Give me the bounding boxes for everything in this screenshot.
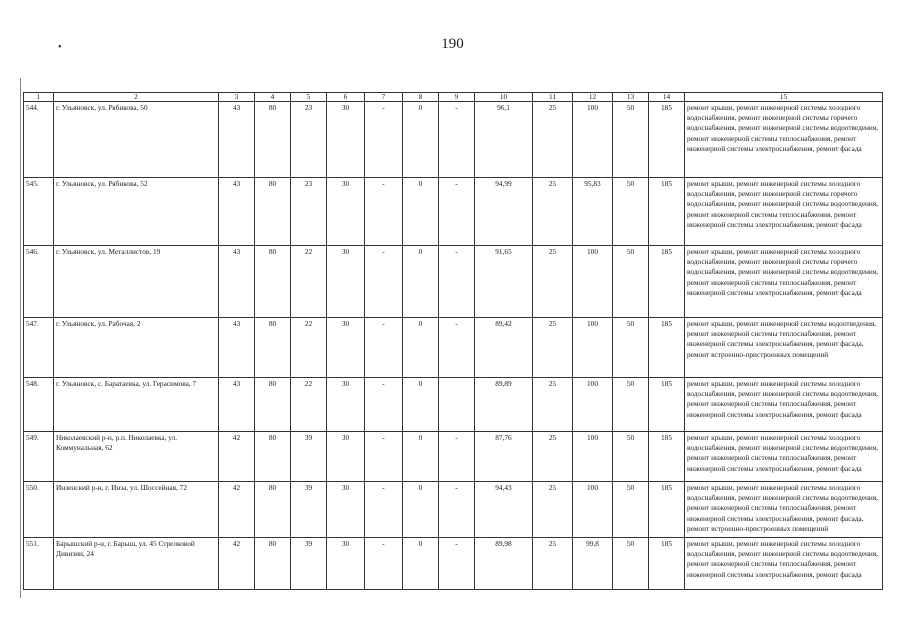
- value-cell-c8: 0: [403, 102, 439, 178]
- value-cell-c14: 185: [649, 246, 685, 318]
- value-cell-c8: 0: [403, 482, 439, 538]
- table-row: [24, 318, 883, 378]
- value-cell-c10: 89,98: [475, 538, 533, 590]
- column-number-header: 1: [24, 93, 54, 102]
- repair-register-table: [23, 92, 883, 590]
- address-cell: г. Ульяновск, ул. Рабочая, 2: [54, 318, 219, 378]
- value-cell-c3: 43: [219, 178, 255, 246]
- value-cell-c6: 30: [327, 246, 365, 318]
- value-cell-c6: 30: [327, 538, 365, 590]
- column-number-row: [24, 93, 883, 102]
- value-cell-c12: 100: [573, 482, 613, 538]
- value-cell-c11: 25: [533, 246, 573, 318]
- value-cell-c9: -: [439, 102, 475, 178]
- value-cell-c13: 50: [613, 482, 649, 538]
- table-row: [24, 432, 883, 482]
- value-cell-c14: 185: [649, 432, 685, 482]
- value-cell-c11: 25: [533, 482, 573, 538]
- value-cell-c14: 185: [649, 482, 685, 538]
- value-cell-c5: 39: [291, 432, 327, 482]
- value-cell-c10: 94,43: [475, 482, 533, 538]
- value-cell-c4: 80: [255, 178, 291, 246]
- value-cell-c13: 50: [613, 102, 649, 178]
- value-cell-c7: -: [365, 318, 403, 378]
- value-cell-c7: -: [365, 178, 403, 246]
- value-cell-c9: [439, 378, 475, 432]
- value-cell-c5: 23: [291, 102, 327, 178]
- value-cell-c4: 80: [255, 432, 291, 482]
- value-cell-c7: -: [365, 102, 403, 178]
- value-cell-c9: -: [439, 538, 475, 590]
- value-cell-c8: 0: [403, 432, 439, 482]
- value-cell-c14: 185: [649, 538, 685, 590]
- column-number-header: 10: [475, 93, 533, 102]
- column-number-header: 7: [365, 93, 403, 102]
- value-cell-c13: 50: [613, 178, 649, 246]
- value-cell-c3: 43: [219, 246, 255, 318]
- value-cell-c10: 87,76: [475, 432, 533, 482]
- value-cell-c13: 50: [613, 246, 649, 318]
- value-cell-c7: -: [365, 246, 403, 318]
- value-cell-c10: 94,99: [475, 178, 533, 246]
- value-cell-c13: 50: [613, 318, 649, 378]
- value-cell-c3: 42: [219, 432, 255, 482]
- value-cell-c10: 91,65: [475, 246, 533, 318]
- column-number-header: 6: [327, 93, 365, 102]
- value-cell-c14: 185: [649, 378, 685, 432]
- value-cell-c6: 30: [327, 482, 365, 538]
- row-number-cell: 551.: [24, 538, 54, 590]
- value-cell-c12: 100: [573, 246, 613, 318]
- value-cell-c4: 80: [255, 246, 291, 318]
- address-cell: Инзенский р-н, г. Инза, ул. Шоссейная, 72: [54, 482, 219, 538]
- row-number-cell: 547.: [24, 318, 54, 378]
- value-cell-c4: 80: [255, 318, 291, 378]
- value-cell-c6: 30: [327, 318, 365, 378]
- value-cell-c13: 50: [613, 378, 649, 432]
- column-number-header: 5: [291, 93, 327, 102]
- value-cell-c11: 25: [533, 538, 573, 590]
- value-cell-c10: 89,89: [475, 378, 533, 432]
- value-cell-c14: 185: [649, 102, 685, 178]
- column-number-header: 9: [439, 93, 475, 102]
- column-number-header: 15: [685, 93, 883, 102]
- value-cell-c4: 80: [255, 378, 291, 432]
- value-cell-c6: 30: [327, 102, 365, 178]
- value-cell-c12: 95,83: [573, 178, 613, 246]
- table-row: [24, 378, 883, 432]
- repair-works-cell: ремонт крыши, ремонт инженерной системы холодного водоснабжения, ремонт инженерной системы водоотведения, ремонт инженерной системы теплоснабжения, ремонт инженерной системы электроснабжения, ремонт фасада: [685, 378, 883, 432]
- value-cell-c9: -: [439, 246, 475, 318]
- value-cell-c11: 25: [533, 178, 573, 246]
- repair-works-cell: ремонт крыши, ремонт инженерной системы холодного водоснабжения, ремонт инженерной системы горячего водоснабжения, ремонт инженерной системы водоотведения, ремонт инженерной системы теплоснабжения, ремонт инженерной системы электроснабжения, ремонт фасада: [685, 178, 883, 246]
- value-cell-c7: -: [365, 378, 403, 432]
- value-cell-c11: 25: [533, 102, 573, 178]
- value-cell-c5: 22: [291, 246, 327, 318]
- address-cell: г. Ульяновск, ул. Рябикова, 50: [54, 102, 219, 178]
- value-cell-c13: 50: [613, 432, 649, 482]
- value-cell-c3: 42: [219, 482, 255, 538]
- value-cell-c11: 25: [533, 378, 573, 432]
- value-cell-c8: 0: [403, 378, 439, 432]
- value-cell-c11: 25: [533, 432, 573, 482]
- column-number-header: 14: [649, 93, 685, 102]
- address-cell: Николаевский р-н, р.п. Николаевка, ул. Коммунальная, 62: [54, 432, 219, 482]
- row-number-cell: 544.: [24, 102, 54, 178]
- value-cell-c12: 100: [573, 432, 613, 482]
- value-cell-c6: 30: [327, 178, 365, 246]
- column-number-header: 4: [255, 93, 291, 102]
- value-cell-c6: 30: [327, 378, 365, 432]
- value-cell-c14: 185: [649, 318, 685, 378]
- value-cell-c12: 100: [573, 318, 613, 378]
- value-cell-c3: 43: [219, 378, 255, 432]
- value-cell-c8: 0: [403, 538, 439, 590]
- table-row: [24, 102, 883, 178]
- repair-works-cell: ремонт крыши, ремонт инженерной системы холодного водоснабжения, ремонт инженерной системы горячего водоснабжения, ремонт инженерной системы водоотведения, ремонт инженерной системы теплоснабжения, ремонт инженерной системы электроснабжения, ремонт фасада: [685, 246, 883, 318]
- value-cell-c12: 100: [573, 378, 613, 432]
- value-cell-c14: 185: [649, 178, 685, 246]
- repair-works-cell: ремонт крыши, ремонт инженерной системы холодного водоснабжения, ремонт инженерной системы горячего водоснабжения, ремонт инженерной системы водоотведения, ремонт инженерной системы теплоснабжения, ремонт инженерной системы электроснабжения, ремонт фасада: [685, 102, 883, 178]
- address-cell: г. Ульяновск, ул. Рябикова, 52: [54, 178, 219, 246]
- value-cell-c4: 80: [255, 538, 291, 590]
- repair-works-cell: ремонт крыши, ремонт инженерной системы холодного водоснабжения, ремонт инженерной системы водоотведения, ремонт инженерной системы теплоснабжения, ремонт инженерной системы электроснабжения, ремонт фасада, ремонт встроенно-пристроенных помещений: [685, 482, 883, 538]
- value-cell-c5: 39: [291, 538, 327, 590]
- left-margin-line: [20, 78, 21, 598]
- row-number-cell: 549.: [24, 432, 54, 482]
- address-cell: г. Ульяновск, с. Баратаевка, ул. Герасимова, 7: [54, 378, 219, 432]
- column-number-header: 3: [219, 93, 255, 102]
- repair-works-cell: ремонт крыши, ремонт инженерной системы холодного водоснабжения, ремонт инженерной системы водоотведения, ремонт инженерной системы теплоснабжения, ремонт инженерной системы электроснабжения, ремонт фасада: [685, 538, 883, 590]
- value-cell-c9: -: [439, 482, 475, 538]
- value-cell-c10: 96,1: [475, 102, 533, 178]
- value-cell-c4: 80: [255, 482, 291, 538]
- repair-works-cell: ремонт крыши, ремонт инженерной системы холодного водоснабжения, ремонт инженерной системы водоотведения, ремонт инженерной системы теплоснабжения, ремонт инженерной системы электроснабжения, ремонт фасада: [685, 432, 883, 482]
- margin-mark: •: [58, 42, 62, 53]
- value-cell-c8: 0: [403, 178, 439, 246]
- value-cell-c4: 80: [255, 102, 291, 178]
- column-number-header: 8: [403, 93, 439, 102]
- repair-works-cell: ремонт крыши, ремонт инженерной системы водоотведения, ремонт инженерной системы теплоснабжения, ремонт инженерной системы электроснабжения, ремонт фасада, ремонт встроенно-пристроенных помещений: [685, 318, 883, 378]
- value-cell-c3: 42: [219, 538, 255, 590]
- value-cell-c9: -: [439, 318, 475, 378]
- address-cell: г. Ульяновск, ул. Металлистов, 19: [54, 246, 219, 318]
- column-number-header: 12: [573, 93, 613, 102]
- value-cell-c8: 0: [403, 246, 439, 318]
- value-cell-c5: 39: [291, 482, 327, 538]
- value-cell-c9: -: [439, 178, 475, 246]
- page-number: 190: [441, 36, 464, 52]
- column-number-header: 13: [613, 93, 649, 102]
- value-cell-c13: 50: [613, 538, 649, 590]
- value-cell-c7: -: [365, 482, 403, 538]
- table-row: [24, 482, 883, 538]
- value-cell-c11: 25: [533, 318, 573, 378]
- row-number-cell: 550.: [24, 482, 54, 538]
- column-number-header: 11: [533, 93, 573, 102]
- value-cell-c3: 43: [219, 318, 255, 378]
- value-cell-c8: 0: [403, 318, 439, 378]
- table-row: [24, 538, 883, 590]
- value-cell-c5: 23: [291, 178, 327, 246]
- row-number-cell: 546.: [24, 246, 54, 318]
- value-cell-c3: 43: [219, 102, 255, 178]
- value-cell-c7: -: [365, 432, 403, 482]
- column-number-header: 2: [54, 93, 219, 102]
- value-cell-c10: 89,42: [475, 318, 533, 378]
- value-cell-c5: 22: [291, 378, 327, 432]
- row-number-cell: 548.: [24, 378, 54, 432]
- value-cell-c12: 100: [573, 102, 613, 178]
- table-row: [24, 178, 883, 246]
- row-number-cell: 545.: [24, 178, 54, 246]
- value-cell-c12: 99,8: [573, 538, 613, 590]
- value-cell-c5: 22: [291, 318, 327, 378]
- value-cell-c7: -: [365, 538, 403, 590]
- table-row: [24, 246, 883, 318]
- value-cell-c9: -: [439, 432, 475, 482]
- value-cell-c6: 30: [327, 432, 365, 482]
- address-cell: Барышский р-н, г. Барыш, ул. 45 Стрелковой Дивизии, 24: [54, 538, 219, 590]
